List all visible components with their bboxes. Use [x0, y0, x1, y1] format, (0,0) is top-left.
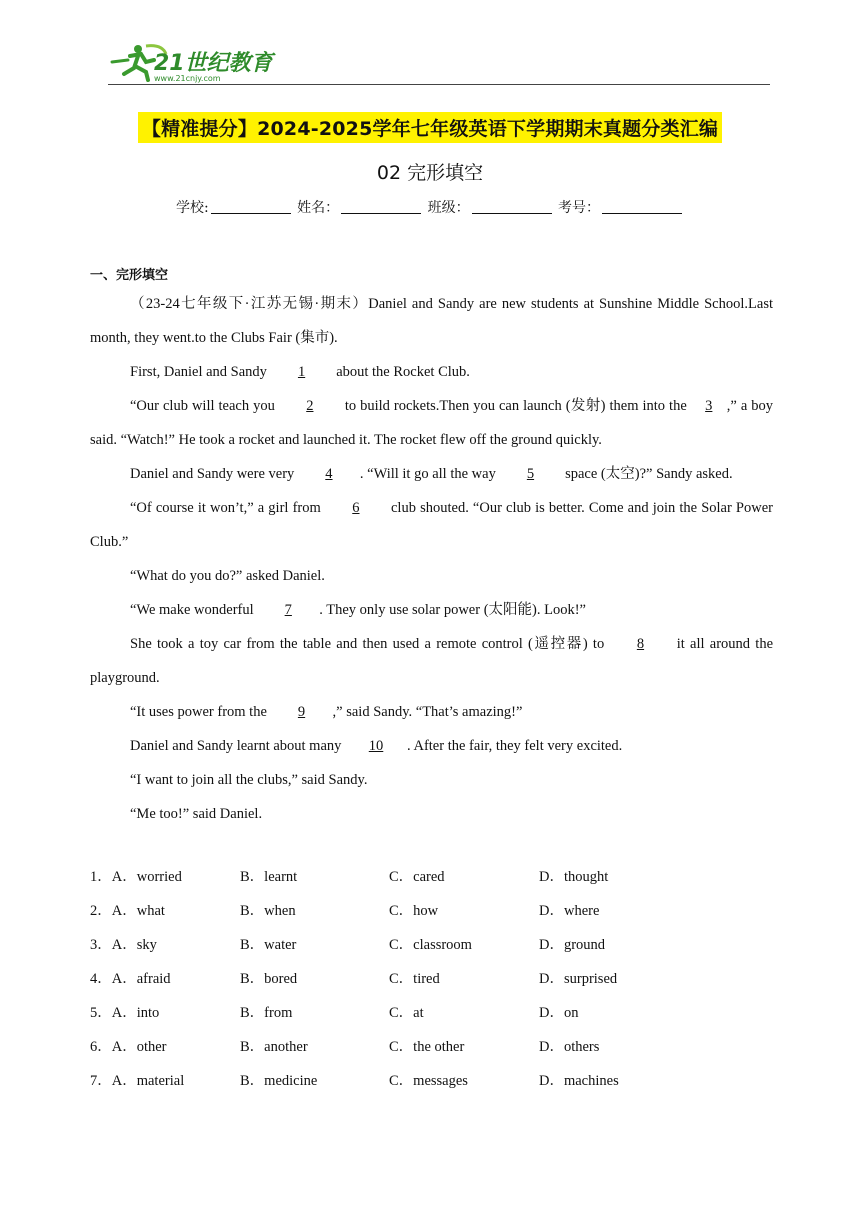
blank-3: 3	[705, 398, 713, 414]
paragraph	[90, 355, 773, 389]
title-wrap	[0, 112, 860, 143]
question-option	[90, 894, 165, 928]
logo	[108, 40, 278, 84]
question-number: 3．	[90, 937, 112, 953]
blank-1: 1	[297, 364, 306, 380]
question-number: 4．	[90, 971, 112, 987]
text-run: “I want to join all the clubs,” said Sandy.	[130, 772, 368, 788]
text-run: “Our club will teach you	[130, 398, 279, 414]
blank-7: 7	[284, 602, 292, 618]
option-d: D．surprised	[539, 971, 618, 987]
option-c: C．how	[389, 903, 439, 919]
blank-10: 10	[368, 738, 384, 754]
option-d: D．on	[539, 1005, 579, 1021]
option-b: B．medicine	[240, 1073, 318, 1089]
question-row-6	[90, 1030, 773, 1064]
text-run: “Of course it won’t,” a girl from	[130, 500, 325, 516]
option-b: B．bored	[240, 971, 298, 987]
paragraph	[90, 729, 773, 763]
option-c: C．at	[389, 1005, 424, 1021]
option-a: A．what	[111, 903, 165, 919]
info-name-label: 姓名：	[297, 200, 340, 216]
option-c: C．tired	[389, 971, 440, 987]
question-number: 7．	[90, 1073, 112, 1089]
paragraph	[90, 797, 773, 831]
question-option	[90, 1064, 184, 1098]
info-class-label: 班级：	[427, 200, 470, 216]
info-school-blank	[211, 213, 291, 214]
student-info-line	[0, 197, 860, 217]
paragraph	[90, 389, 773, 457]
text-run: “Me too!” said Daniel.	[130, 806, 263, 822]
text-run: . “Will it go all the way	[359, 466, 500, 482]
logo-text: 21世纪教育	[154, 51, 273, 76]
text-run: Daniel and Sandy were very	[130, 466, 298, 482]
question-option	[90, 962, 171, 996]
logo-url: www.21cnjy.com	[154, 74, 221, 83]
info-exam-label: 考号：	[558, 200, 601, 216]
option-b: B．water	[240, 937, 297, 953]
option-d: D．machines	[539, 1073, 619, 1089]
blank-6: 6	[352, 500, 360, 516]
info-school-label: 学校:	[175, 200, 209, 216]
blank-5: 5	[526, 466, 535, 482]
paragraph	[90, 763, 773, 797]
paragraph	[90, 695, 773, 729]
option-a: A．afraid	[111, 971, 171, 987]
text-run: about the Rocket Club.	[332, 364, 470, 380]
option-d: D．ground	[539, 937, 606, 953]
paragraph	[90, 559, 773, 593]
question-option	[90, 928, 157, 962]
answer-options	[90, 860, 773, 1098]
option-c: C．cared	[389, 869, 445, 885]
option-b: B．when	[240, 903, 296, 919]
blank-4: 4	[325, 466, 333, 482]
text-run: “What do you do?” asked Daniel.	[130, 568, 325, 584]
question-number: 1．	[90, 869, 112, 885]
text-run: club shouted. “Our club is better. Come and join the Solar Power Club.”	[90, 500, 773, 550]
question-number: 6．	[90, 1039, 112, 1055]
question-row-7	[90, 1064, 773, 1098]
text-run: it all around the playground.	[90, 636, 774, 686]
option-a: A．into	[111, 1005, 160, 1021]
option-b: B．from	[240, 1005, 293, 1021]
text-run: She took a toy car from the table and then used a remote control (遥控器) to	[130, 636, 610, 652]
logo-graphic	[108, 40, 278, 84]
paragraph	[90, 627, 773, 695]
text-run: （23-24七年级下·江苏无锡·期末）Daniel and Sandy are new students at Sunshine Middle School.Last month, they went.to the Clubs Fair (集市).	[90, 296, 773, 346]
question-row-5	[90, 996, 773, 1030]
text-run: “We make wonderful	[130, 602, 258, 618]
blank-9: 9	[297, 704, 306, 720]
text-run: First, Daniel and Sandy	[130, 364, 271, 380]
info-name-blank	[341, 213, 421, 214]
question-number: 2．	[90, 903, 112, 919]
option-c: C．the other	[389, 1039, 465, 1055]
text-run: . After the fair, they felt very excited.	[407, 738, 623, 754]
paragraph	[90, 593, 773, 627]
paragraph	[90, 491, 773, 559]
option-d: D．where	[539, 903, 600, 919]
text-run: “It uses power from the	[130, 704, 271, 720]
option-b: B．another	[240, 1039, 308, 1055]
blank-8: 8	[636, 636, 645, 652]
question-option	[90, 1030, 167, 1064]
text-run: space (太空)?” Sandy asked.	[561, 466, 733, 482]
page-subtitle: 02 完形填空	[376, 162, 484, 184]
option-b: B．learnt	[240, 869, 298, 885]
text-run: Daniel and Sandy learnt about many	[130, 738, 346, 754]
text-run: ,” said Sandy. “That’s amazing!”	[332, 704, 523, 720]
section-heading: 一、完形填空	[90, 268, 169, 283]
question-option	[90, 996, 159, 1030]
option-a: A．other	[111, 1039, 167, 1055]
info-exam-blank	[602, 213, 682, 214]
option-a: A．worried	[111, 869, 182, 885]
question-row-3	[90, 928, 773, 962]
page-title: 【精准提分】2024-2025学年七年级英语下学期期末真题分类汇编	[138, 112, 722, 143]
question-row-4	[90, 962, 773, 996]
option-a: A．material	[111, 1073, 185, 1089]
option-d: D．thought	[539, 869, 609, 885]
option-a: A．sky	[111, 937, 157, 953]
info-class-blank	[472, 213, 552, 214]
option-c: C．classroom	[389, 937, 472, 953]
header-divider	[108, 84, 770, 85]
option-c: C．messages	[389, 1073, 468, 1089]
text-run: to build rockets.Then you can launch (发射) them into the	[340, 398, 691, 414]
question-row-1	[90, 860, 773, 894]
text-run: . They only use solar power (太阳能). Look!”	[319, 602, 586, 618]
text-run: ,” a boy said. “Watch!” He took a rocket and launched it. The rocket flew off the ground quickly.	[90, 398, 774, 448]
question-row-2	[90, 894, 773, 928]
question-number: 5．	[90, 1005, 112, 1021]
option-d: D．others	[539, 1039, 600, 1055]
paragraph	[90, 457, 773, 491]
question-option	[90, 860, 182, 894]
paragraph	[90, 287, 773, 355]
cloze-passage	[90, 287, 773, 831]
blank-2: 2	[306, 398, 314, 414]
